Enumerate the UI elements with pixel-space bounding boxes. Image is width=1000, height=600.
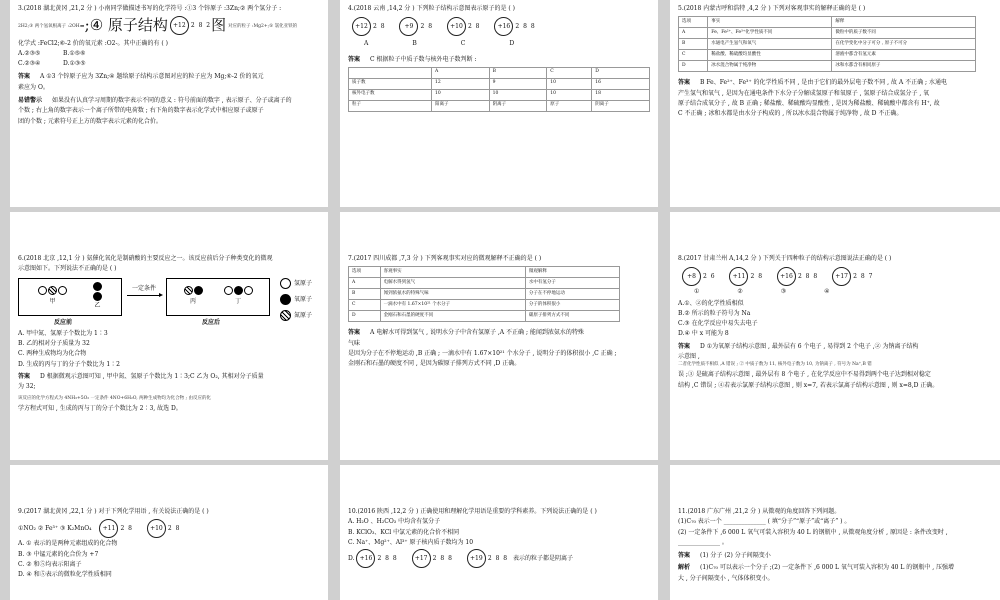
option-d: D. 生成的丙与丁的分子个数比为 1∶2 <box>18 360 120 368</box>
question-card-4 <box>340 0 658 207</box>
answer-line4: 金刚石和石墨的硬度不同 , 是因为碳原子排列方式不同 ,D 正确。 <box>348 360 521 368</box>
answer: 答案 A 电解水可得到氢气 , 说明水分子中含有氢原子 ,A 不正确 ; 能闻到浓氨水的特殊 <box>348 329 584 337</box>
symbol-list: ①NO₂ ② Fe³⁺ ③ K₂MnO₄ +11 2 8 +10 2 8 <box>18 519 320 538</box>
answer-line2: 为 32; <box>18 383 36 391</box>
question-card-3 <box>10 0 328 207</box>
reactants-box: 甲 乙 <box>18 278 122 316</box>
option-b: B. ③ 中锰元素的化合价为 +7 <box>18 550 99 558</box>
answer: 答案 C 根据粒子中质子数与核外电子数判断 : <box>348 55 477 63</box>
option-a: A.①、②的化学性质相似 <box>678 299 744 307</box>
atom-diagram: +12 2 8 2 <box>170 16 211 35</box>
products-box: 丙 丁 <box>166 278 270 316</box>
analysis-line2: 个数 ; 右上角的数字表示一个离子所带的电荷数 ; 右下角的数字表示化学式中相应原子或原子 <box>18 107 264 115</box>
analysis: 易错警示 如果没有认真学习周期的数字表示不同的意义 : 符号前面的数字 , 表示原子、分子或离子的 <box>18 97 292 105</box>
answer-line3: 是因为分子在不停地运动 ,B 正确 ; 一滴水中有 1.67×10²¹ 个水分子 , 说明分子的体积很小 ,C 正确 ; <box>348 349 617 357</box>
answer: 答案 B Fe、Fe²⁺、Fe³⁺ 的化学性质不同 , 是由于它们的最外层电子数不同 , 故 A 不正确 ; 水通电 <box>678 79 947 87</box>
option-d: D. ④ 和⑤表示的微粒化学性质相同 <box>18 571 112 579</box>
answer: 答案 D ①为氧原子结构示意图 , 最外层有 6 个电子 , 易得到 2 个电子 ,② 为钠离子结构 <box>678 342 919 350</box>
answer-line2: 产生氢气和氧气 , 是因为在通电条件下水分子分解成氢原子和氧原子 , 氢原子结合成氢分子 , 氧 <box>678 89 930 97</box>
option-labels: A B C D <box>364 40 515 48</box>
atom-diagram: +19 2 8 8 <box>467 549 508 568</box>
question-text: 4.(2018 云南 ,14,2 分 ) 下列粒子结构示意图表示原子的是 ( ) <box>348 5 515 12</box>
option-a: A. ① 表示的是两种元素组成的化合物 <box>18 540 118 548</box>
question-card-5 <box>670 0 1000 207</box>
analysis-line3: 团的个数 ; 元素符号正上方的数字表示元素的化合价。 <box>18 117 162 125</box>
answer-line5: 结构 ,C 错误 ; ④若表示氯原子结构示意图 , 则 x=7, 若表示氯离子结构示意图 , 则 x=8,D 正确。 <box>678 381 939 389</box>
data-table: A B C D 质子数 12 9 10 16 核外电子数 10 10 10 18 粒子 阳离子 阴离子 原子 阴离子 <box>348 67 650 112</box>
question-card-11 <box>670 465 1000 600</box>
answer-line3: 该反应的化学方程式为 4NH₃+5O₂ 一定条件 4NO+6H₂O, 两种生成物均为化合物 ; 由反应的化 <box>18 395 211 401</box>
reaction-diagram: 甲 乙 反应前 一定条件 丙 丁 反应后 氢原子 氧原子 氮原子 <box>18 278 320 327</box>
atom-diagram: +17 2 8 8 <box>412 549 453 568</box>
option-c: C.③ 在化学反应中易失去电子 <box>678 320 758 328</box>
atom-diagram: +16 2 8 8 <box>777 267 818 286</box>
atom-diagram: +10 2 8 <box>447 17 481 36</box>
option-b: B. KClO₃、KCl 中氯元素的化合价不相同 <box>348 528 460 536</box>
question-text: 8.(2017 甘肃兰州 A,14,2 分 ) 下列关于四种粒子的结构示意图说法正确的是 ( ) <box>678 255 892 262</box>
atom-diagram: +11 2 8 <box>99 519 133 538</box>
question-text-line3: 化学式 :FeCl2;⑥-2 价的氧元素 :O2-。其中正确的有 ( ) <box>18 39 168 47</box>
atom-diagram-row <box>352 17 650 36</box>
options: A.②③⑤ B.①⑤⑥ <box>18 49 86 57</box>
answer-line4: 学方程式可知 , 生成的丙与丁的分子个数比为 2∶3, 故选 D。 <box>18 404 182 412</box>
question-text: 11.(2018 广东广州 ,21,2 分 ) 从微观的角度回答下列问题。 <box>678 508 841 515</box>
question-text: 7.(2017 四川成都 ,7,3 分 ) 下列客观事实对应的微观解释不正确的是 ( ) <box>348 255 542 262</box>
sub-question-1: (1)C₇₀ 表示一个 ______________ ( 填“分子”“原子”或“离子” ) 。 <box>678 518 851 526</box>
question-card-7 <box>340 212 658 460</box>
answer-line4: 误 ;③ 是硫离子结构示意图 , 最外层有 8 个电子 , 在化学反应中不易得到两个电子达到相对稳定 <box>678 371 931 379</box>
analysis: 解析 (1)C₇₀ 可以表示一个分子 ;(2) 一定条件下 ,6 000 L 氧气可装入容积为 40 L 的钢瓶中 , 压强增 <box>678 564 955 572</box>
option-c: C. ② 和⑤均表示阳离子 <box>18 560 82 568</box>
question-text-line2: 示意图如下。下列说法不正确的是 ( ) <box>18 265 117 273</box>
answer-line4: C 不正确 ; 冰和水都是由水分子构成的 , 所以冰水混合物属于纯净物 , 故 D 不正确。 <box>678 110 903 118</box>
option-c: C. 两种生成物均为化合物 <box>18 350 87 358</box>
atom-diagram: +11 2 8 <box>729 267 763 286</box>
reaction-arrow: 一定条件 <box>127 278 161 296</box>
option-b: B. 乙的相对分子质量为 32 <box>18 340 90 348</box>
option-d: D. +16 2 8 8 +17 2 8 8 +19 2 8 8 表示的粒子都是阴离子 <box>348 549 650 568</box>
answer-line2: 气味 <box>348 339 361 347</box>
atom-diagram: +10 2 8 <box>147 519 181 538</box>
answer-line3: 二者化学性质不相似 ,A 错误 ; ② 中质子数为 11, 核外电子数为 10, 为钠离子 , 符号为 Na⁺,B 错 <box>678 362 872 368</box>
question-card-6 <box>10 212 328 460</box>
options: C.②③④ D.①③⑤ <box>18 60 86 68</box>
question-card-8 <box>670 212 1000 460</box>
legend: 氢原子 氧原子 氮原子 <box>280 278 312 321</box>
option-c: C. Na⁺、Mg²⁺、Al³⁺ 原子核内质子数均为 10 <box>348 538 474 546</box>
atom-diagram: +16 2 8 8 <box>494 17 535 36</box>
question-text-line2: 2H2;③ 两个氢氧根离子 :2OH-;④ 原子结构 +12 2 8 2 图 对应的粒子 :Mg2+;⑤ 氯化亚铁的 <box>18 16 298 35</box>
question-card-10 <box>340 465 658 600</box>
option-labels: ① ② ③ ④ <box>694 288 830 296</box>
option-b: B.② 所示的粒子符号为 Na <box>678 309 751 317</box>
data-table: 选项 客观事实 微观解释 A 电解水得到氢气 水中有氢分子 B 闻到浓氨水的特殊气味 分子在不停地运动 C 一滴水中有 1.67×10²¹ 个水分子 分子的体积很小 D 金刚石和石墨的硬度不同 碳原子排列方式不同 <box>348 266 620 322</box>
question-text: 3.(2018 湖北黄冈 ,21,2 分 ) 小南同学做描述书写的化学符号 :①3 个锌原子 :3Zn;② 两个氢分子 : <box>18 5 282 12</box>
atom-diagram: +8 2 6 <box>682 267 716 286</box>
question-text: 10.(2016 陕西 ,12,2 分 ) 正确使用和理解化学用语是重要的学科素养。下列说法正确的是 ( ) <box>348 508 597 515</box>
answer: 答案 (1) 分子 (2) 分子间隔变小 <box>678 552 771 560</box>
atom-diagram-row <box>682 267 992 286</box>
question-text: 5.(2018 内蒙古呼和浩特 ,4,2 分 ) 下列对客观事实的解释正确的是 ( ) <box>678 5 866 12</box>
question-text: 9.(2017 湖北黄冈 ,22,1 分 ) 对于下列化学用语 , 有关说法正确的是 ( ) <box>18 508 209 515</box>
question-text: 6.(2018 北京 ,12,1 分 ) 氨催化氧化是制硝酸的主要反应之一。该反应前后分子种类变化的微观 <box>18 255 273 262</box>
option-a: A. 甲中氮、氢原子个数比为 1∶3 <box>18 329 108 337</box>
answer-line2: 素应为 O。 <box>18 83 49 91</box>
atom-diagram: +16 2 8 8 <box>356 549 397 568</box>
option-d: D.④ 中 x 可能为 8 <box>678 330 729 338</box>
atom-diagram: +17 2 8 7 <box>832 267 873 286</box>
answer-line2: 示意图 , <box>678 353 700 361</box>
sub-question-2: (2) 一定条件下 ,6 000 L 氧气可装入容积为 40 L 的钢瓶中 , 从微观角度分析 , 原因是 : 条件改变时 , <box>678 528 948 536</box>
atom-diagram: +12 2 8 <box>352 17 386 36</box>
option-a: A. H₂O 、H₂CO₃ 中均含有氢分子 <box>348 518 441 526</box>
analysis-line2: 大 , 分子间隔变小 , 气体体积变小。 <box>678 574 774 582</box>
data-table: 选项 事实 解释 A Fe、Fe²⁺、Fe³⁺化学性质不同 微粒中的质子数不同 B 水通电产生氢气和氧气 在化学变化中分子可分 , 原子不可分 C 稀盐酸、稀硫酸均显酸性 溶液中都含有氢元素 D 冰水混合物属于纯净物 冰和水都含有相同原子 <box>678 16 976 72</box>
atom-diagram: +9 2 8 <box>399 17 433 36</box>
answer: 答案 D 根据微观示意图可知 , 甲中氮、氢原子个数比为 1∶3;C 乙为 O₂, 其相对分子质量 <box>18 373 264 381</box>
answer-line3: 原子结合成氧分子 , 故 B 正确 ; 稀盐酸、稀硫酸均显酸性 , 是因为稀盐酸、稀硫酸中都含有 H⁺, 故 <box>678 99 940 107</box>
question-card-9 <box>10 465 328 600</box>
sub-question-2-blank: ______________ 。 <box>678 538 728 546</box>
answer: 答案 A ①3 个锌原子应为 3Zn;④ 题给原子结构示意图对应的粒子应为 Mg;⑥-2 价的氧元 <box>18 73 264 81</box>
